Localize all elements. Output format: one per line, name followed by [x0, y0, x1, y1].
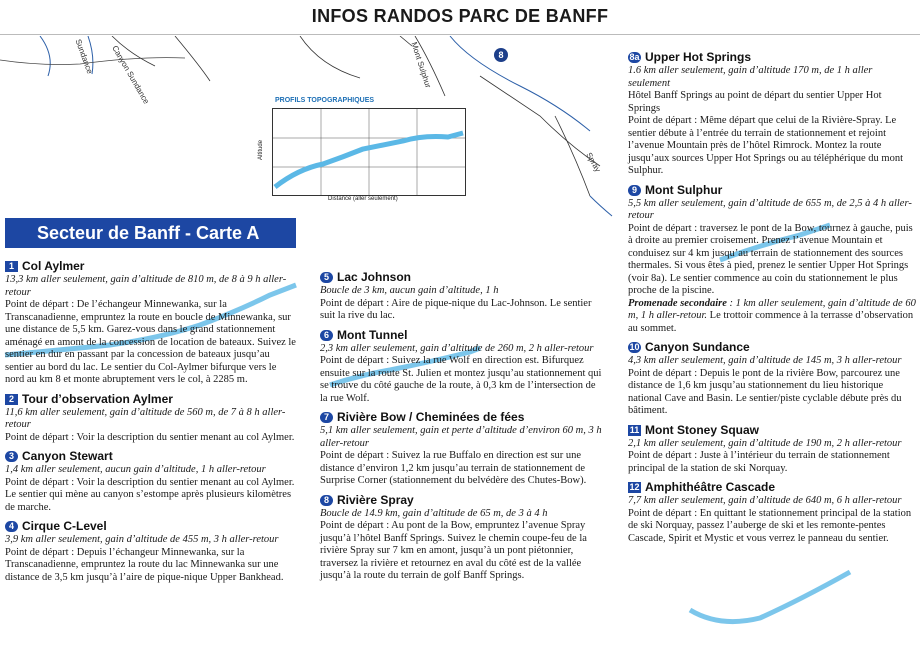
trail-description: Point de départ : traversez le pont de la Bow, tournez à gauche, puis à droite au premier croisement. Prenez l’avenue Mountain et conduisez sur 4 km jusqu’au terrain de stationnement des sources thermales. Si vous êtes à pied, prenez le sentier Upper Hot Springs (voir 8a). Le sentier commence au coin du stationnement le plus proche de la piscine. [628, 222, 913, 296]
trail-meta: 7,7 km aller seulement, gain d’altitude de 640 m, 6 h aller-retour [628, 495, 902, 506]
trail-11 [628, 423, 916, 476]
trail-number: 7 [320, 412, 333, 423]
trail-meta: 5,5 km aller seulement, gain d’altitude de 655 m, de 2,5 à 4 h aller-retour [628, 197, 912, 221]
trail-description: Point de départ : Aire de pique-nique du Lac-Johnson. Le sentier suit la rive du lac. [320, 297, 592, 321]
trail-name: Canyon Sundance [645, 340, 750, 354]
trail-name: Cirque C-Level [22, 519, 107, 533]
trail-name: Tour d’observation Aylmer [22, 391, 173, 406]
trail-description: Hôtel Banff Springs au point de départ du sentier Upper Hot Springs Point de départ : Même départ que celui de la Rivière-Spray. Le sentier débute à l’entrée du terrain de stationnement et rejoint l’avenue Mountain près de l’hôtel Rimrock. Montez la route jusqu’aux sources Upper Hot Springs ou au téléphérique du mont Sulphur. [628, 90, 903, 176]
trail-number: 5 [320, 272, 333, 283]
trail-meta: 11,6 km aller seulement, gain d’altitude de 560 m, de 7 à 8 h aller-retour [5, 406, 286, 430]
trail-description: Point de départ : Suivez la rue Wolf en direction est. Bifurquez ensuite sur la route St. Julien et montez jusqu’au stationnement qui se trouve du côté gauche de la route, à 0,3 km de l’intersection de la rue Wolf. [320, 355, 602, 404]
trail-name: Col Aylmer [22, 259, 85, 273]
profile-graph [273, 109, 465, 195]
map-label-sulphur: Mont Sulphur [409, 41, 433, 90]
trail-marker-8: 8 [494, 48, 508, 62]
trail-meta: 4,3 km aller seulement, gain d’altitude de 145 m, 3 h aller-retour [628, 355, 902, 366]
trail-meta: 1,4 km aller seulement, aucun gain d’altitude, 1 h aller-retour [5, 464, 266, 475]
trail-8a [628, 50, 916, 178]
trail-number: 4 [5, 521, 18, 532]
trail-meta: 13,3 km aller seulement, gain d’altitude de 810 m, de 8 à 9 h aller-retour [5, 274, 287, 298]
trail-4 [5, 519, 297, 584]
trail-1 [5, 259, 297, 387]
secondary-walk-description: Le trottoir commence à la terrasse d’observation au sommet. [628, 310, 914, 334]
trail-number: 3 [5, 451, 18, 462]
profile-ylabel: Altitude [258, 139, 264, 160]
trail-description: Point de départ : Juste à l’intérieur du terrain de stationnement principal de la station de ski Norquay. [628, 450, 890, 474]
trail-name: Mont Sulphur [645, 182, 723, 197]
section-banner: Secteur de Banff - Carte A [5, 218, 296, 248]
title-divider [0, 34, 920, 35]
map-label-sundance: Canyon Sundance [110, 44, 151, 106]
trail-number: 6 [320, 330, 333, 341]
trail-number: 8a [629, 52, 640, 62]
trail-meta: 5,1 km aller seulement, gain et perte d’altitude d’environ 60 m, 3 h aller-retour [320, 425, 602, 449]
profile-title: PROFILS TOPOGRAPHIQUES [275, 97, 375, 104]
map-label-spray: Spray [584, 151, 603, 174]
trail-10 [628, 340, 916, 418]
trail-name: Rivière Spray [337, 492, 414, 507]
column-2 [320, 270, 605, 588]
trail-3 [5, 449, 297, 514]
trail-description: Point de départ : Voir la description du sentier menant au col Aylmer. [5, 431, 295, 443]
trail-5 [320, 270, 605, 323]
trail-name: Mont Stoney Squaw [645, 422, 759, 437]
trail-2 [5, 392, 297, 445]
map-label: Sundance [73, 38, 95, 75]
trail-name: Upper Hot Springs [645, 50, 752, 64]
trail-description: Point de départ : Depuis l’échangeur Minnewanka, sur la Transcanadienne, empruntez la route du lac Minnewanka sur une distance de 3,5 km jusqu’à l’aire de pique-nique Upper Bankhead. [5, 546, 284, 583]
trail-description: Point de départ : Depuis le pont de la rivière Bow, parcourez une distance de 1,6 km jusqu’au stationnement du lieu historique national Cave and Basin. Le sentier/piste cyclable débute près du bâtiment. [628, 367, 902, 416]
secondary-walk-meta: : 1 km aller seulement, gain d’altitude de 60 m, 1 h aller-retour. [628, 297, 916, 321]
trail-meta: Boucle de 3 km, aucun gain d’altitude, 1 h [320, 285, 499, 296]
trail-name: Lac Johnson [337, 270, 412, 284]
profile-xlabel: Distance (aller seulement) [328, 196, 398, 202]
trail-description: Point de départ : Suivez la rue Buffalo en direction est sur une distance d’environ 1,2 km jusqu’au terrain de stationnement de Surprise Corner (stationnement du belvédère des Chutes-Bow). [320, 450, 587, 486]
trail-name: Rivière Bow / Cheminées de fées [337, 410, 525, 424]
trail-9 [628, 183, 916, 336]
trail-number: 10 [629, 342, 640, 352]
trail-meta: 2,1 km aller seulement, gain d’altitude de 190 m, 2 h aller-retour [628, 437, 902, 449]
trail-number: 2 [5, 394, 18, 405]
trail-meta: 3,9 km aller seulement, gain d’altitude de 455 m, 3 h aller-retour [5, 534, 279, 545]
profile-chart [272, 108, 466, 196]
trail-7 [320, 410, 605, 488]
trail-number: 11 [629, 424, 640, 435]
page-title: INFOS RANDOS PARC DE BANFF [311, 6, 609, 26]
trail-description: Point de départ : De l’échangeur Minnewanka, sur la Transcanadienne, empruntez la route en boucle de Minnewanka, sur une distance de 5,5 km. Garez-vous dans le grand stationnement aménagé en amont de la concession de location de bateaux. Suivez le sentier en dur en passant par la concession de bateaux jusqu’au sentier au bord du lac. Le sentier du Col-Aylmer bifurque vers le nord au km 8 et monte abruptement vers le col, à 2285 m. [5, 299, 296, 385]
secondary-walk [628, 298, 916, 336]
trail-number: 9 [628, 185, 641, 196]
column-1 [5, 259, 297, 589]
trail-name: Canyon Stewart [22, 449, 113, 463]
trail-name: Amphithéâtre Cascade [645, 480, 776, 494]
trail-meta: Boucle de 14.9 km, gain d’altitude de 65 m, de 3 à 4 h [320, 507, 548, 519]
trail-8 [320, 493, 605, 583]
trail-number: 12 [629, 482, 640, 492]
trail-number: 1 [5, 261, 18, 272]
trail-meta: 2,3 km aller seulement, gain d’altitude de 260 m, 2 h aller-retour [320, 342, 594, 354]
trail-description: Point de départ : Voir la description du sentier menant au col Aylmer. Le sentier qui mène au canyon s’estompe après plusieurs kilomètres de marche. [5, 476, 295, 513]
column-3 [628, 50, 916, 550]
trail-name: Mont Tunnel [337, 327, 408, 342]
trail-meta: 1.6 km aller seulement, gain d’altitude 170 m, de 1 h aller seulement [628, 65, 873, 89]
trail-description: Point de départ : En quittant le stationnement principal de la station de ski Norquay, passez l’auberge de ski et les remonte-pentes Cascade, Spirit et Mystic et vous verrez le panneau du sentier. [628, 507, 912, 544]
trail-6 [320, 328, 605, 406]
trail-12 [628, 480, 916, 545]
trail-number: 8 [320, 495, 333, 506]
secondary-walk-label: Promenade secondaire [628, 297, 727, 309]
trail-description: Point de départ : Au pont de la Bow, empruntez l’avenue Spray jusqu’à l’hôtel Banff Springs. Suivez le chemin coupe-feu de la rivière Spray sur 7 km en amont, jusqu’à un pont piétonnier, traversez la rivière et retournez en aval du côté est de la vallée jusqu’à la route du terrain de golf Banff Springs. [320, 520, 587, 581]
